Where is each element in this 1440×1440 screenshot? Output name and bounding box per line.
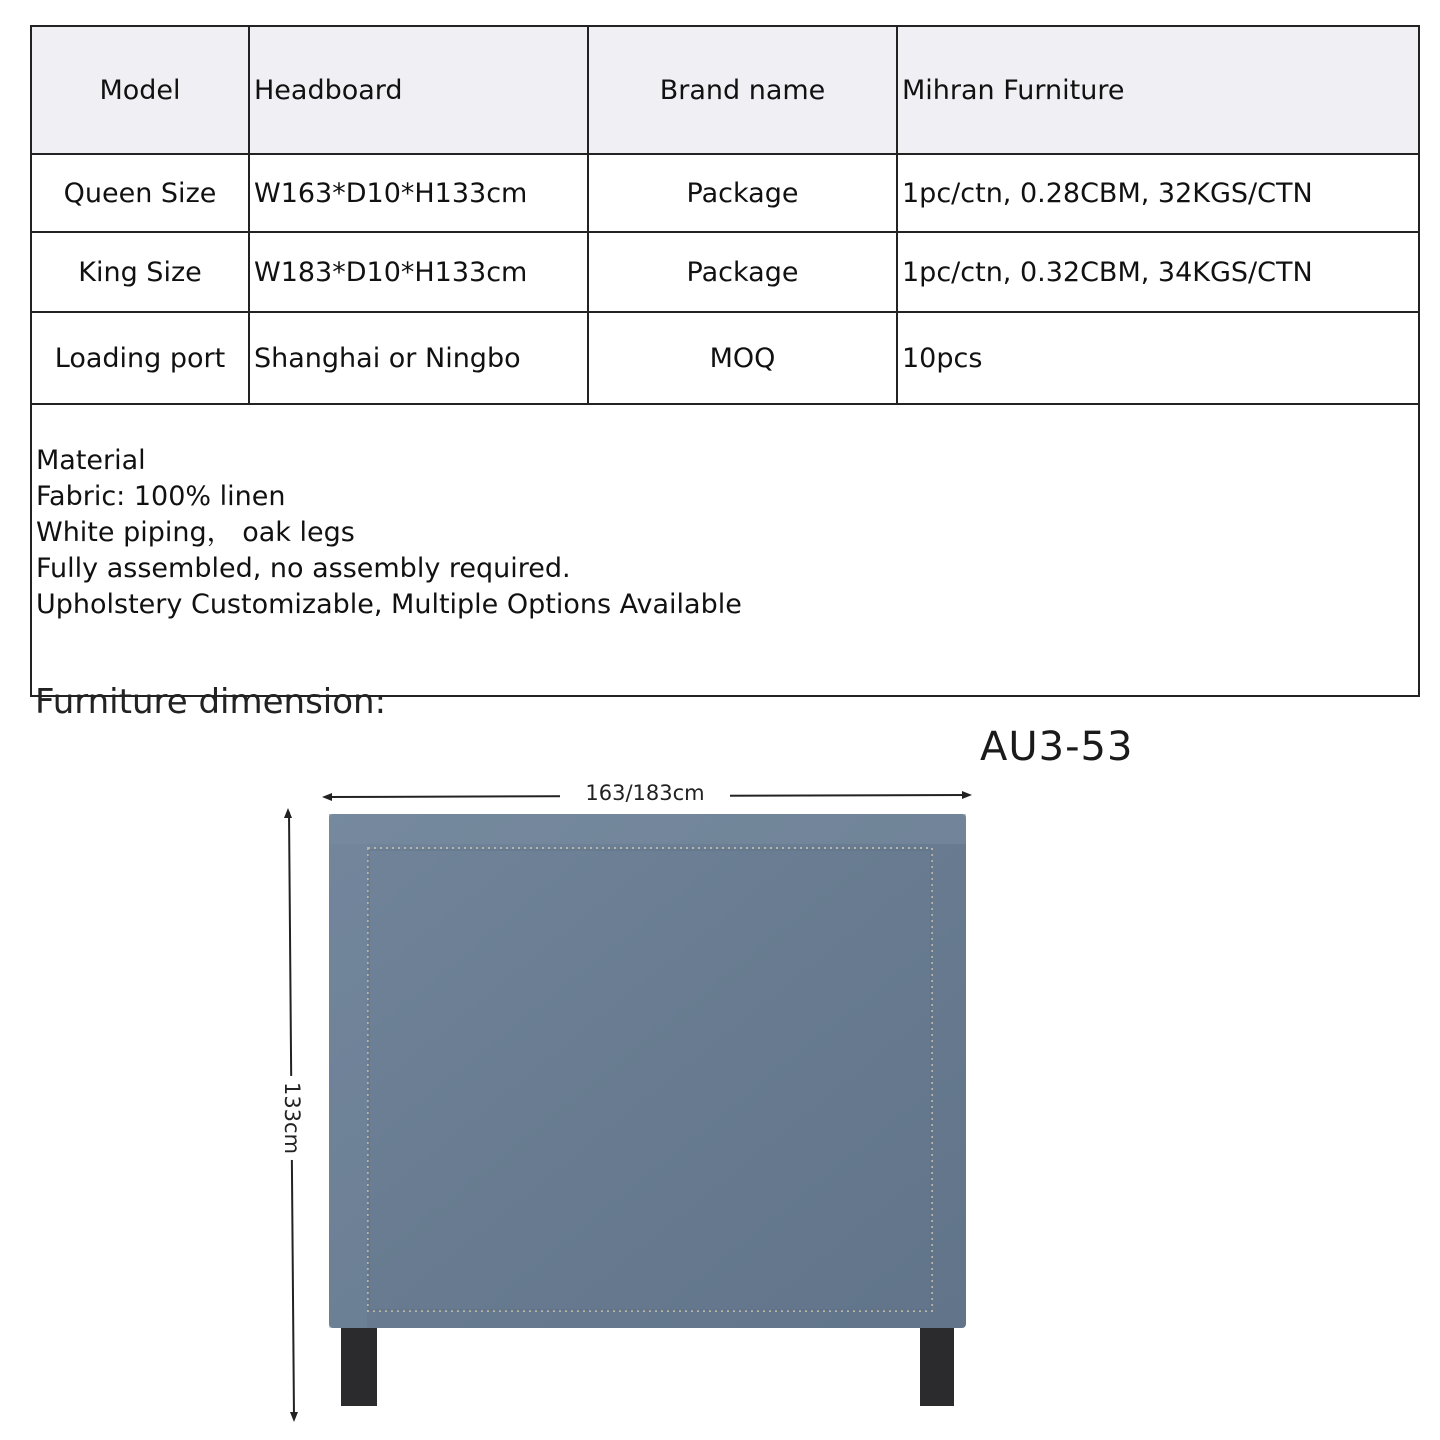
- note-line: Fully assembled, no assembly required.: [36, 553, 571, 584]
- row-key: Package: [588, 232, 897, 312]
- row-dims: Shanghai or Ningbo: [249, 312, 588, 404]
- row-value: 1pc/ctn, 0.28CBM, 32KGS/CTN: [897, 154, 1419, 232]
- brand-label: Brand name: [588, 26, 897, 154]
- row-value: 10pcs: [897, 312, 1419, 404]
- row-label: King Size: [31, 232, 249, 312]
- left-leg: [341, 1320, 377, 1406]
- right-leg: [920, 1320, 954, 1406]
- width-label: 163/183cm: [560, 781, 730, 805]
- height-label: 133cm: [280, 1076, 304, 1160]
- model-code: AU3-53: [980, 724, 1134, 770]
- model-value: Headboard: [249, 26, 588, 154]
- row-key: Package: [588, 154, 897, 232]
- row-key: MOQ: [588, 312, 897, 404]
- row-label: Loading port: [31, 312, 249, 404]
- row-value: 1pc/ctn, 0.32CBM, 34KGS/CTN: [897, 232, 1419, 312]
- row-dims: W183*D10*H133cm: [249, 232, 588, 312]
- brand-value: Mihran Furniture: [897, 26, 1419, 154]
- note-line: White piping， oak legs: [36, 517, 355, 548]
- note-line: Material: [36, 445, 146, 476]
- dimension-heading: Furniture dimension:: [35, 682, 387, 722]
- note-line: Fabric: 100% linen: [36, 481, 286, 512]
- note-line: Upholstery Customizable, Multiple Options Available: [36, 589, 742, 620]
- model-label: Model: [31, 26, 249, 154]
- headboard-panel: [329, 814, 966, 1328]
- row-dims: W163*D10*H133cm: [249, 154, 588, 232]
- row-label: Queen Size: [31, 154, 249, 232]
